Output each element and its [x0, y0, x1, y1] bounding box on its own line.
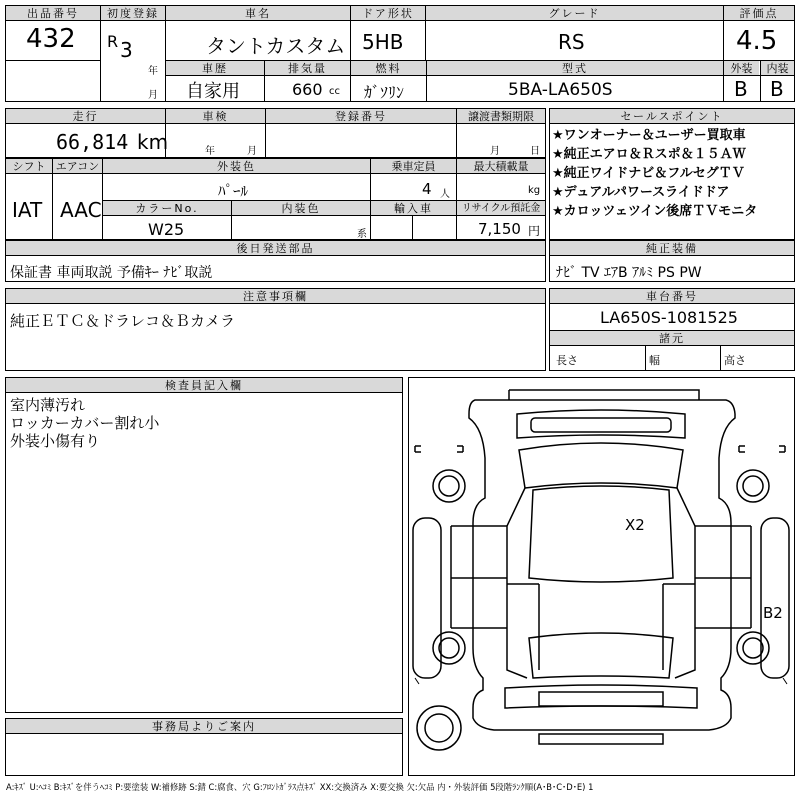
history-header: 車歴: [166, 61, 264, 76]
model-header: 車名: [166, 6, 350, 21]
shift-header: シフト: [6, 159, 52, 174]
shift-value: IAT: [12, 198, 43, 222]
inspector-note-line: ロッカーカバー割れ小: [10, 414, 160, 432]
door-type: 5HB: [362, 30, 404, 54]
chassis-header: 車台番号: [550, 289, 794, 304]
insp-year-unit: 年: [205, 146, 215, 157]
color-value: ﾊﾟｰﾙ: [218, 182, 249, 200]
dims-header: 諸元: [550, 331, 794, 346]
ac-value: AAC: [60, 198, 102, 222]
color-no-header: カラーNo.: [103, 201, 231, 216]
capacity-header: 乗車定員: [371, 159, 456, 174]
history-value: 自家用: [186, 81, 240, 102]
transfer-month: 月: [490, 146, 500, 157]
dims-length: 長さ: [556, 354, 578, 367]
grade-header: グレード: [426, 6, 723, 21]
notes-text: 純正ＥＴＣ＆ドラレコ＆Ｂカメラ: [10, 312, 236, 330]
sales-points-list: [552, 126, 794, 221]
sales-point-item: ★純正エアロ＆Ｒスポ＆１５ＡＷ: [552, 147, 746, 162]
model-name: タントカスタム: [206, 34, 346, 58]
era-letter: R: [107, 32, 119, 51]
color-no-value: W25: [148, 220, 185, 239]
sales-point-item: ★ワンオーナー＆ユーザー買取車: [552, 128, 746, 143]
ac-header: エアコン: [53, 159, 102, 174]
load-unit: kg: [528, 185, 541, 196]
reg-no-header: 登録番号: [266, 109, 456, 124]
reg-year: 3: [120, 38, 133, 62]
sales-point-item: ★カロッツェツイン後席ＴＶモニタ: [552, 204, 758, 219]
displacement: 660: [292, 80, 323, 99]
int-score: B: [770, 77, 784, 101]
inspector-note-line: 外装小傷有り: [10, 432, 101, 450]
type-value: 5BA-LA650S: [508, 80, 613, 100]
disp-unit: cc: [329, 86, 340, 97]
transfer-header: 譲渡書類期限: [457, 109, 545, 124]
dims-width: 幅: [649, 354, 660, 367]
inspector-header: 検査員記入欄: [6, 378, 402, 393]
recycle-header: リサイクル預託金: [457, 201, 545, 216]
damage-mark-b2: B2: [763, 604, 783, 622]
int-header: 内装: [761, 61, 794, 75]
later-parts-text: 保証書 車両取説 予備ｷｰ ﾅﾋﾞ取説: [10, 265, 213, 281]
inspector-note-line: 室内薄汚れ: [10, 396, 86, 414]
notes-header: 注意事項欄: [6, 289, 545, 304]
car-outline-diagram: [409, 378, 794, 775]
equipment-text: ﾅﾋﾞ TV ｴｱB ｱﾙﾐ PS PW: [556, 265, 702, 281]
fuel-value: ｶﾞｿﾘﾝ: [364, 83, 405, 102]
month-unit: 月: [148, 90, 158, 101]
fuel-header: 燃料: [351, 61, 426, 76]
recycle-value: 7,150: [478, 220, 521, 238]
transfer-day: 日: [530, 146, 540, 157]
type-header: 型式: [427, 61, 723, 76]
sales-point-item: ★純正ワイドナビ＆フルセグＴＶ: [552, 166, 745, 181]
color-header: 外装色: [103, 159, 370, 174]
first-reg-header: 初度登録: [101, 6, 165, 21]
mileage-header: 走行: [6, 109, 165, 124]
legend-text: A:ｷｽﾞ U:ﾍｺﾐ B:ｷｽﾞを伴うﾍｺﾐ P:要塗装 W:補修跡 S:錆 C:腐食、穴 G:ﾌﾛﾝﾄｶﾞﾗｽ点ｷｽﾞ XX:交換済み X:要交換 欠:欠品 内・外装評価 5段階ﾗﾝｸ順(A･B･C･D･E) 1: [6, 782, 594, 792]
office-header: 事務局よりご案内: [6, 719, 402, 734]
mileage-value: 66,814: [56, 130, 129, 154]
ext-header: 外装: [724, 61, 759, 75]
damage-diagram: [408, 377, 795, 776]
equipment-header: 純正装備: [550, 241, 794, 256]
year-unit: 年: [148, 66, 158, 77]
sales-points-header: セールスポイント: [550, 109, 794, 124]
load-header: 最大積載量: [457, 159, 545, 174]
import-header: 輸入車: [371, 201, 456, 216]
capacity-value: 4: [422, 180, 432, 198]
damage-mark-x2: X2: [625, 516, 645, 534]
door-header: ドア形状: [351, 6, 425, 21]
insp-month-unit: 月: [247, 146, 257, 157]
lot-number: 432: [26, 24, 76, 54]
int-color-header: 内装色: [232, 201, 370, 216]
disp-header: 排気量: [265, 61, 350, 76]
score-header: 評価点: [724, 6, 794, 21]
lot-no-header: 出品番号: [6, 6, 100, 21]
int-color-unit: 系: [357, 229, 367, 240]
score-value: 4.5: [736, 26, 778, 56]
capacity-unit: 人: [440, 189, 450, 200]
chassis-number: LA650S-1081525: [600, 308, 738, 327]
inspection-header: 車検: [166, 109, 265, 124]
recycle-unit: 円: [528, 224, 541, 238]
sales-point-item: ★デュアルパワースライドドア: [552, 185, 730, 200]
dims-height: 高さ: [724, 354, 746, 367]
inspector-notes: [10, 396, 159, 450]
ext-score: B: [734, 77, 748, 101]
mileage-unit: km: [137, 130, 169, 154]
grade-value: RS: [558, 30, 585, 54]
later-parts-header: 後日発送部品: [6, 241, 545, 256]
